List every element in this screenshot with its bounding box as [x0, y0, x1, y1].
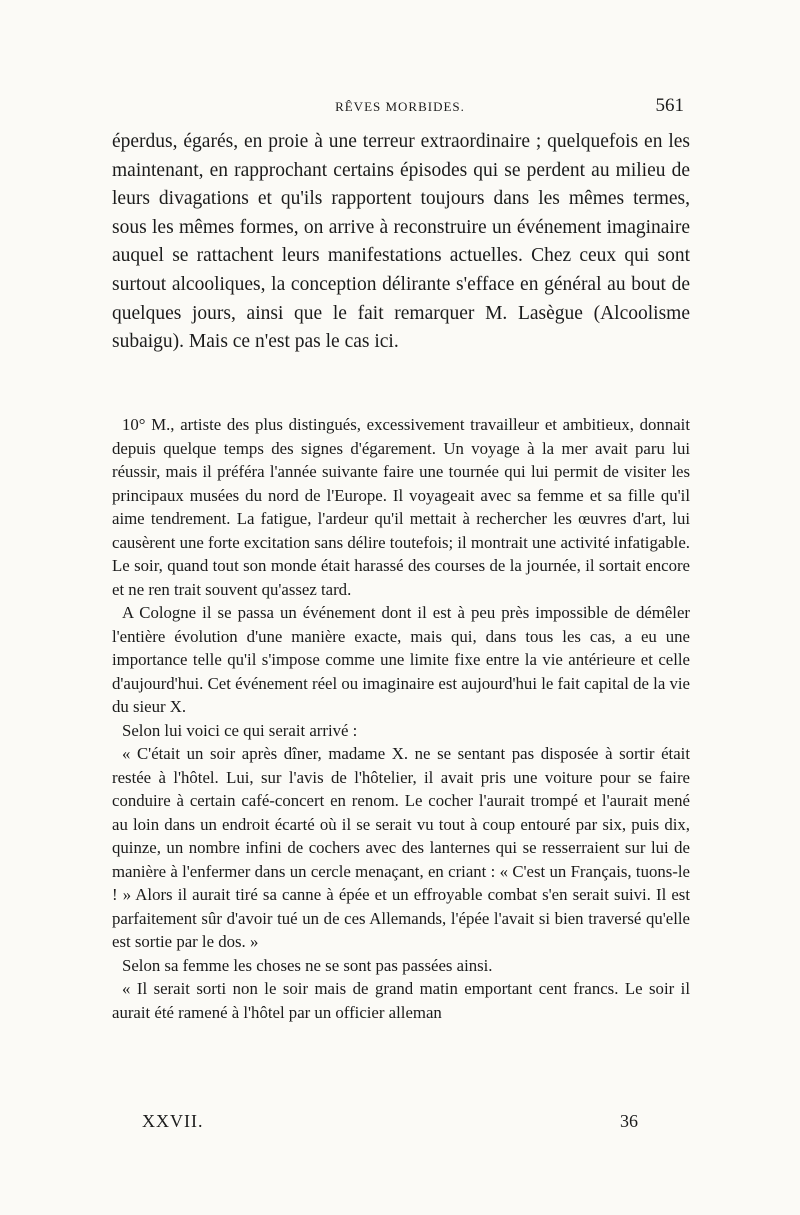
case-paragraph: Selon lui voici ce qui serait arrivé :	[122, 720, 358, 740]
main-paragraph: éperdus, égarés, en proie à une terreur extraordinaire ; quelquefois en les maintenant, en rapprochant certains épisodes qui se perdent au milieu de leurs divagations et qu'ils rapportent toujours dans les mêmes termes, sous les mêmes formes, on arrive à reconstruire un événement imaginaire auquel se rattachent leurs manifestations actuelles. Chez ceux qui sont surtout alcooliques, la conception délirante s'efface en général au bout de quelques jours, ainsi que le fait remarquer M. Lasègue (Alcoolisme subaigu). Mais ce n'est pas le cas ici.	[112, 131, 690, 353]
page-number: 561	[655, 95, 684, 116]
signature-mark: XXVII.	[142, 1111, 204, 1131]
running-title: RÊVES MORBIDES.	[335, 99, 465, 114]
case-paragraph: Selon sa femme les choses ne se sont pas passées ainsi.	[122, 955, 493, 975]
case-paragraph: 10° M., artiste des plus distingués, excessivement travailleur et ambitieux, donnait depuis quelque temps des signes d'égarement. Un voyage à la mer avait paru lui réussir, mais il préféra l'année suivante faire une tournée qui lui permit de visiter les principaux musées du nord de l'Europe. Il voyageait avec sa femme et sa fille qu'il aime tendrement. La fatigue, l'ardeur qu'il mettait à rechercher les œuvres d'art, lui causèrent une forte excitation sans délire toutefois; il montrait une activité infatigable. Le soir, quand tout son monde était harassé des courses de la journée, il sortait encore et ne ren trait souvent qu'assez tard.	[112, 415, 690, 599]
page-footer	[142, 1111, 638, 1137]
sheet-number: 36	[620, 1111, 638, 1131]
case-paragraph: A Cologne il se passa un événement dont il est à peu près impossible de démêler l'entière évolution d'une manière exacte, mais qui, dans tous les cas, a eu une importance telle qu'il s'impose comme une limite fixe entre la vie antérieure et celle d'aujourd'hui. Cet événement réel ou imaginaire est aujourd'hui le fait capital de la vie du sieur X.	[112, 603, 690, 716]
case-report	[112, 413, 690, 1024]
case-paragraph: « Il serait sorti non le soir mais de grand matin emportant cent francs. Le soir il aurait été ramené à l'hôtel par un officier alleman	[112, 979, 690, 1022]
running-head	[116, 95, 684, 117]
case-paragraph: « C'était un soir après dîner, madame X. ne se sentant pas disposée à sortir était restée à l'hôtel. Lui, sur l'avis de l'hôtelier, il avait pris une voiture pour se faire conduire à certain café-concert en renom. Le cocher l'aurait trompé et l'aurait mené au loin dans un endroit écarté où il se serait vu tout à coup entouré par six, puis dix, quinze, un nombre infini de cochers avec des lanternes qui se resserraient sur lui de manière à l'enfermer dans un cercle menaçant, en criant : « C'est un Français, tuons-le ! » Alors il aurait tiré sa canne à épée et un effroyable combat s'en serait suivi. Il est parfaitement sûr d'avoir tué un de ces Allemands, l'épée l'avait si bien traversé qu'elle est sortie par le dos. »	[112, 744, 690, 951]
